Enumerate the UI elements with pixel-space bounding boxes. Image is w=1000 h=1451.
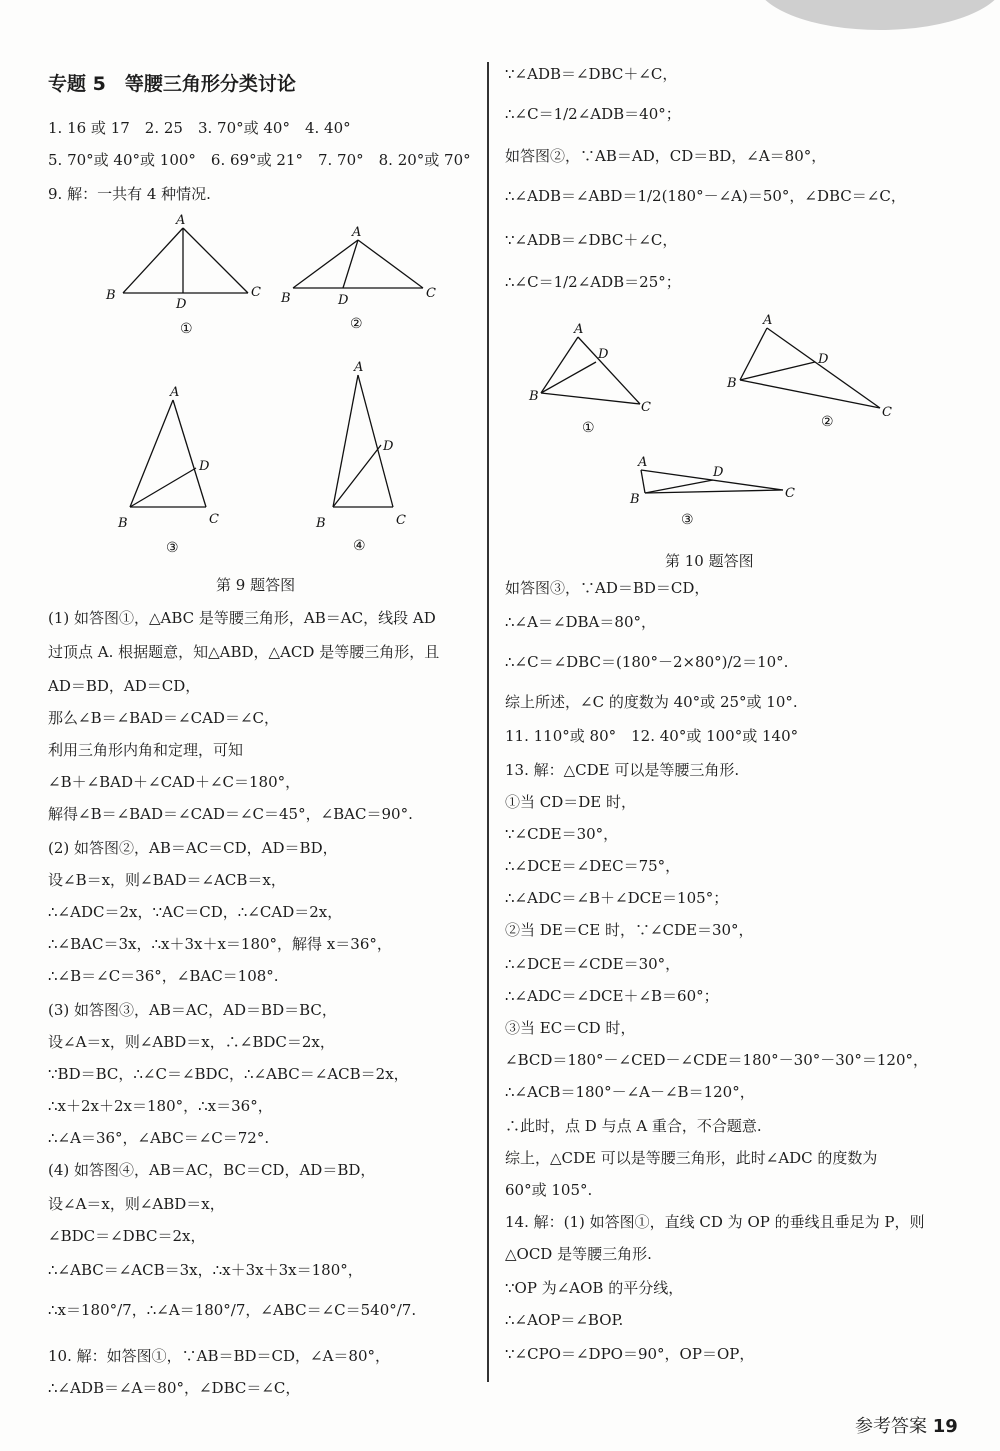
label-C: C xyxy=(396,513,406,528)
footer-label: 参考答案 xyxy=(855,1416,927,1437)
text-line: ∠B＋∠BAD＋∠CAD＋∠C＝180°， xyxy=(48,773,301,791)
text-line: ∠BDC＝∠DBC＝2x， xyxy=(48,1227,206,1245)
text-line: ∴∠C＝∠DBC＝(180°－2×80°)/2＝10°. xyxy=(505,653,789,671)
text-line: ∵∠CPO＝∠DPO＝90°，OP＝OP， xyxy=(505,1345,755,1363)
text-line: ∵OP 为∠AOB 的平分线， xyxy=(505,1279,684,1297)
text-line: 设∠A＝x，则∠ABD＝x， xyxy=(48,1195,225,1213)
text-line: ③当 EC＝CD 时， xyxy=(505,1019,636,1037)
text-line: ∴∠ACB＝180°－∠A－∠B＝120°， xyxy=(505,1083,755,1101)
label-A: A xyxy=(170,385,180,400)
text-line: 如答图②，∵AB＝AD，CD＝BD，∠A＝80°， xyxy=(505,147,827,165)
text-line: 设∠B＝x，则∠BAD＝∠ACB＝x， xyxy=(48,871,286,889)
text-line: ∵∠ADB＝∠DBC＋∠C， xyxy=(505,65,678,83)
label-D: D xyxy=(713,465,724,480)
text-line: ∴∠ADB＝∠A＝80°，∠DBC＝∠C， xyxy=(48,1379,301,1397)
label-B: B xyxy=(106,288,116,303)
label-C: C xyxy=(785,486,795,501)
text-line: AD＝BD，AD＝CD， xyxy=(48,677,201,695)
triangle-4 xyxy=(315,360,406,554)
text-line: 过顶点 A. 根据题意，知△ABD，△ACD 是等腰三角形，且 xyxy=(48,643,440,661)
label-D: D xyxy=(598,347,609,362)
text-line: ∴此时，点 D 与点 A 重合，不合题意. xyxy=(505,1117,762,1135)
text-line: ∴∠A＝∠DBA＝80°， xyxy=(505,613,656,631)
figure-number: ④ xyxy=(353,538,366,554)
label-A: A xyxy=(763,313,773,328)
text-line: 9. 解：一共有 4 种情况. xyxy=(48,185,211,203)
text-line: ∴∠C＝1/2∠ADB＝25°； xyxy=(505,273,681,291)
label-A: A xyxy=(176,213,186,228)
text-line: 如答图③，∵AD＝BD＝CD， xyxy=(505,579,710,597)
text-line: ①当 CD＝DE 时， xyxy=(505,793,637,811)
triangle-2 xyxy=(726,313,892,430)
label-B: B xyxy=(281,291,291,306)
figure-10 xyxy=(505,310,945,540)
text-line: (3) 如答图③，AB＝AC，AD＝BD＝BC， xyxy=(48,1001,337,1019)
text-line: ∴∠DCE＝∠CDE＝30°， xyxy=(505,955,681,973)
label-A: A xyxy=(354,360,364,375)
text-line: 那么∠B＝∠BAD＝∠CAD＝∠C， xyxy=(48,709,279,727)
text-line: ∴∠BAC＝3x，∴x＋3x＋x＝180°，解得 x＝36°， xyxy=(48,935,392,953)
column-divider xyxy=(487,62,489,1382)
triangle-1 xyxy=(528,322,651,436)
figure-number: ① xyxy=(582,420,595,436)
text-line: ∵∠ADB＝∠DBC＋∠C， xyxy=(505,231,678,249)
label-D: D xyxy=(176,297,187,312)
text-line: ∴x＝180°/7，∴∠A＝180°/7，∠ABC＝∠C＝540°/7. xyxy=(48,1301,417,1319)
text-line: ∴∠ADB＝∠ABD＝1/2(180°－∠A)＝50°，∠DBC＝∠C， xyxy=(505,187,906,205)
triangle-2 xyxy=(280,225,436,332)
label-A: A xyxy=(352,225,362,240)
text-line: ∴∠AOP＝∠BOP. xyxy=(505,1311,624,1329)
label-D: D xyxy=(338,293,349,308)
text-line: ②当 DE＝CE 时，∵∠CDE＝30°， xyxy=(505,921,754,939)
text-line: ∴∠ABC＝∠ACB＝3x，∴x＋3x＋3x＝180°， xyxy=(48,1261,363,1279)
text-line: 综上，△CDE 可以是等腰三角形，此时∠ADC 的度数为 xyxy=(505,1149,878,1167)
figure-9-caption: 第 9 题答图 xyxy=(216,576,296,594)
label-D: D xyxy=(383,439,394,454)
label-B: B xyxy=(529,389,539,404)
text-line: ∴∠B＝∠C＝36°，∠BAC＝108°. xyxy=(48,967,279,985)
text-line: 利用三角形内角和定理，可知 xyxy=(48,741,244,759)
text-line: 13. 解：△CDE 可以是等腰三角形. xyxy=(505,761,740,779)
text-line: 综上所述，∠C 的度数为 40°或 25°或 10°. xyxy=(505,693,798,711)
triangle-3 xyxy=(629,455,795,528)
label-D: D xyxy=(199,459,210,474)
figure-9 xyxy=(48,210,473,590)
page-number: 19 xyxy=(932,1416,958,1437)
text-line: △OCD 是等腰三角形. xyxy=(505,1245,652,1263)
text-line: ∴∠A＝36°，∠ABC＝∠C＝72°. xyxy=(48,1129,270,1147)
text-line: 11. 110°或 80° 12. 40°或 100°或 140° xyxy=(505,727,799,745)
corner-decoration xyxy=(755,0,1000,30)
figure-number: ② xyxy=(350,316,363,332)
label-D: D xyxy=(818,352,829,367)
section-title: 专题 5 等腰三角形分类讨论 xyxy=(48,73,296,95)
figure-10-caption: 第 10 题答图 xyxy=(665,552,754,570)
text-line: ∴∠C＝1/2∠ADB＝40°； xyxy=(505,105,681,123)
text-line: ∴x＋2x＋2x＝180°，∴x＝36°， xyxy=(48,1097,273,1115)
label-C: C xyxy=(209,512,219,527)
text-line: ∴∠ADC＝2x，∵AC＝CD，∴∠CAD＝2x， xyxy=(48,903,343,921)
text-line: ∴∠ADC＝∠B＋∠DCE＝105°； xyxy=(505,889,729,907)
text-line: ∵BD＝BC，∴∠C＝∠BDC，∴∠ABC＝∠ACB＝2x， xyxy=(48,1065,409,1083)
label-B: B xyxy=(630,492,640,507)
text-line: ∴∠ADC＝∠DCE＋∠B＝60°； xyxy=(505,987,719,1005)
figure-number: ① xyxy=(180,321,193,337)
text-line: 60°或 105°. xyxy=(505,1181,593,1199)
label-B: B xyxy=(316,516,326,531)
label-C: C xyxy=(882,405,892,420)
label-C: C xyxy=(426,286,436,301)
text-line: (1) 如答图①，△ABC 是等腰三角形，AB＝AC，线段 AD xyxy=(48,609,436,627)
text-line: 设∠A＝x，则∠ABD＝x，∴∠BDC＝2x， xyxy=(48,1033,335,1051)
text-line: 5. 70°或 40°或 100° 6. 69°或 21° 7. 70° 8. 20°或 70° xyxy=(48,151,471,169)
text-line: (2) 如答图②，AB＝AC＝CD，AD＝BD， xyxy=(48,839,338,857)
text-line: ∵∠CDE＝30°， xyxy=(505,825,619,843)
label-C: C xyxy=(251,285,261,300)
text-line: 10. 解：如答图①，∵AB＝BD＝CD，∠A＝80°， xyxy=(48,1347,391,1365)
figure-number: ③ xyxy=(681,512,694,528)
label-C: C xyxy=(641,400,651,415)
label-B: B xyxy=(727,376,737,391)
figure-number: ② xyxy=(821,414,834,430)
triangle-1 xyxy=(105,213,261,337)
text-line: ∠BCD＝180°－∠CED－∠CDE＝180°－30°－30°＝120°， xyxy=(505,1051,928,1069)
text-line: 14. 解：(1) 如答图①，直线 CD 为 OP 的垂线且垂足为 P，则 xyxy=(505,1213,925,1231)
label-B: B xyxy=(118,516,128,531)
label-A: A xyxy=(574,322,584,337)
text-line: ∴∠DCE＝∠DEC＝75°， xyxy=(505,857,681,875)
text-line: (4) 如答图④，AB＝AC，BC＝CD，AD＝BD， xyxy=(48,1161,376,1179)
triangle-3 xyxy=(117,385,219,556)
text-line: 解得∠B＝∠BAD＝∠CAD＝∠C＝45°，∠BAC＝90°. xyxy=(48,805,413,823)
page-footer xyxy=(855,1412,958,1438)
figure-number: ③ xyxy=(166,540,179,556)
text-line: 1. 16 或 17 2. 25 3. 70°或 40° 4. 40° xyxy=(48,119,351,137)
label-A: A xyxy=(638,455,648,470)
